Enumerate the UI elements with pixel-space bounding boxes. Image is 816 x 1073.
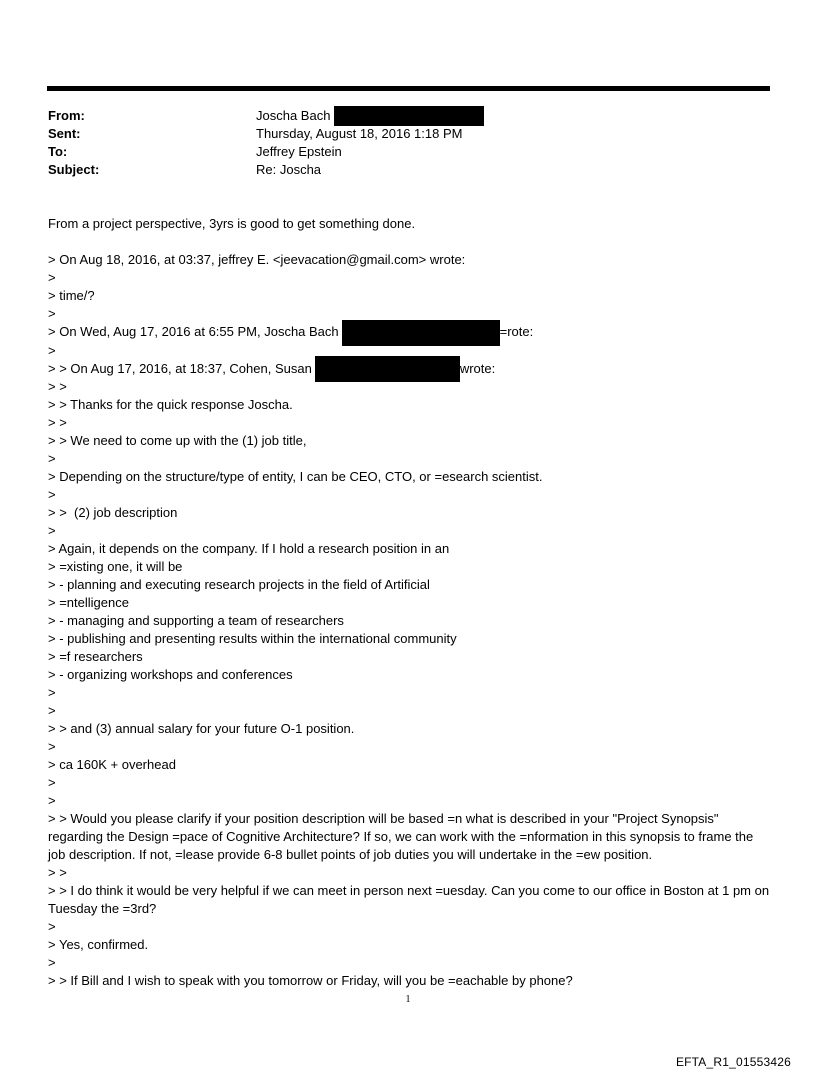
from-value: Joscha Bach: [256, 108, 331, 123]
sent-label: Sent:: [48, 126, 81, 141]
quote-text: =rote:: [499, 324, 534, 339]
email-body: [48, 215, 773, 990]
redaction-box: [334, 106, 484, 126]
quote-line: > >: [48, 379, 67, 395]
page-number: 1: [405, 994, 411, 1005]
quote-line: > ca 160K + overhead: [48, 757, 176, 773]
to-label: To:: [48, 144, 68, 159]
subject-value: Re: Joscha: [256, 162, 322, 177]
quote-line: > - managing and supporting a team of researchers: [48, 613, 344, 629]
quote-text: > > On Aug 17, 2016, at 18:37, Cohen, Susan: [48, 360, 312, 376]
quote-line-with-redaction: [48, 360, 773, 379]
sent-row: [48, 125, 484, 143]
quote-line: >: [48, 487, 56, 503]
quote-line: >: [48, 793, 56, 809]
quote-text: > On Wed, Aug 17, 2016 at 6:55 PM, Joscha Bach: [48, 324, 339, 339]
quote-line: >: [48, 270, 56, 285]
subject-row: [48, 161, 484, 179]
quote-line: >: [48, 919, 56, 935]
quote-line: >: [48, 523, 56, 539]
quote-line: > =xisting one, it will be: [48, 559, 183, 575]
quote-line: > On Aug 18, 2016, at 03:37, jeffrey E. <jeevacation@gmail.com> wrote:: [48, 252, 466, 267]
email-header: [48, 107, 484, 179]
to-row: [48, 143, 484, 161]
quote-line: >: [48, 685, 56, 701]
quote-paragraph: > > Would you please clarify if your position description will be based =n what is described in your "Project Synopsis" regarding the Design =pace of Cognitive Architecture? If so, we can work with the =nformation in this synopsis to frame the job description. If not, =lease provide 6-8 bullet points of job duties you will undertake in the =ew position.: [48, 811, 754, 863]
header-rule: [47, 86, 770, 91]
quote-line: >: [48, 775, 56, 791]
quote-line: > Depending on the structure/type of entity, I can be CEO, CTO, or =esearch scientist.: [48, 469, 543, 485]
quote-line: >: [48, 703, 56, 719]
quote-line: > Yes, confirmed.: [48, 937, 149, 953]
quote-paragraph: > > I do think it would be very helpful if we can meet in person next =uesday. Can you come to our office in Boston at 1 pm on Tuesday the =3rd?: [48, 883, 770, 917]
intro-line: From a project perspective, 3yrs is good to get something done.: [48, 216, 416, 231]
quote-line: > - planning and executing research projects in the field of Artificial: [48, 577, 430, 593]
quote-line: > time/?: [48, 288, 95, 303]
quote-line: > > (2) job description: [48, 505, 178, 521]
quote-line: > > Thanks for the quick response Joscha.: [48, 397, 293, 413]
to-value: Jeffrey Epstein: [256, 144, 342, 159]
bates-number: EFTA_R1_01553426: [675, 1055, 791, 1069]
spacer: [48, 233, 773, 251]
from-value-wrap: [256, 107, 484, 125]
quote-line: >: [48, 451, 56, 467]
from-row: [48, 107, 484, 125]
subject-label: Subject:: [48, 162, 100, 177]
quote-line-with-redaction: [48, 323, 773, 342]
quote-line: >: [48, 306, 56, 321]
quote-line: > >: [48, 415, 67, 431]
quote-line: > > If Bill and I wish to speak with you tomorrow or Friday, will you be =eachable by phone?: [48, 973, 573, 989]
quote-line: > > We need to come up with the (1) job title,: [48, 433, 307, 449]
quote-line: >: [48, 955, 56, 971]
quote-line: > Again, it depends on the company. If I hold a research position in an: [48, 541, 450, 557]
quote-line: >: [48, 739, 56, 755]
quote-line: > - organizing workshops and conferences: [48, 667, 293, 683]
from-label: From:: [48, 108, 85, 123]
quote-line: >: [48, 342, 56, 358]
quote-text: wrote:: [459, 360, 496, 376]
quote-line: > >: [48, 865, 67, 881]
quote-line: > - publishing and presenting results within the international community: [48, 631, 457, 647]
quote-line: > =f researchers: [48, 649, 143, 665]
quote-line: > =ntelligence: [48, 595, 129, 611]
quote-line: > > and (3) annual salary for your future O-1 position.: [48, 721, 355, 737]
sent-value: Thursday, August 18, 2016 1:18 PM: [256, 126, 463, 141]
